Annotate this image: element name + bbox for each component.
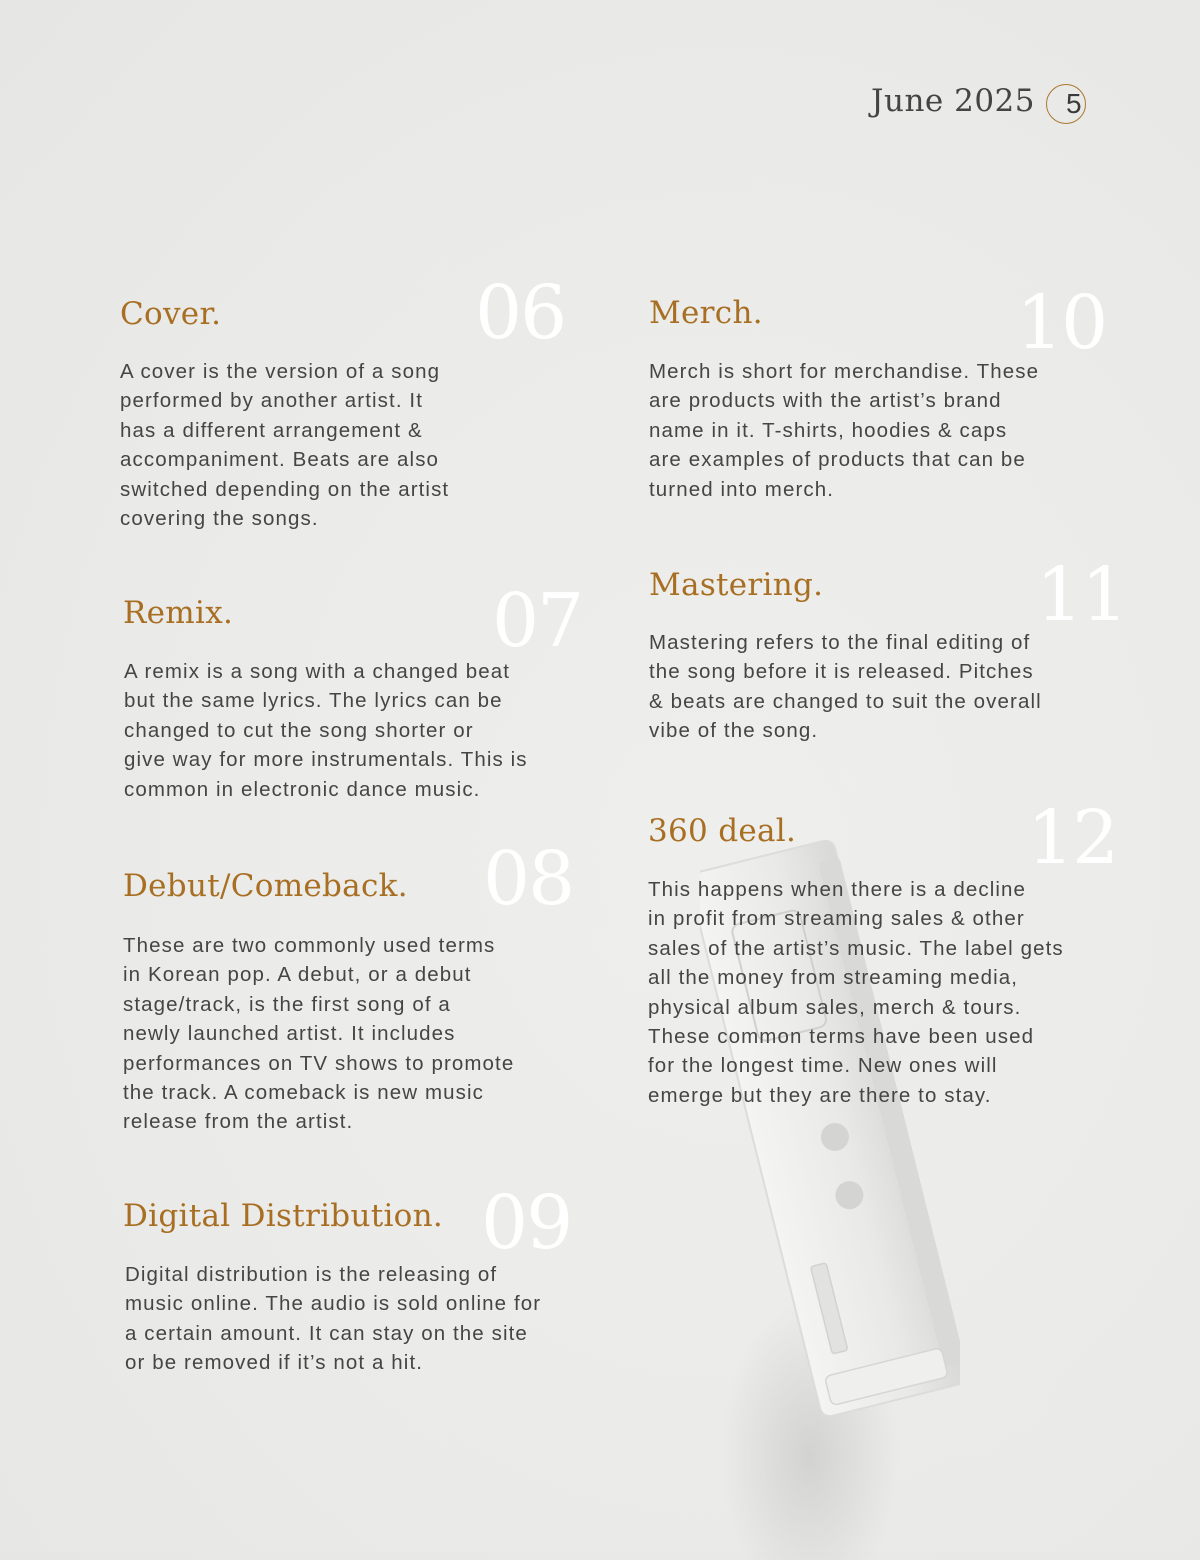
- term-body: Mastering refers to the final editing of the song before it is released. Pitches & beats are changed to suit the overall vibe of the song.: [649, 631, 1042, 743]
- term-title: Mastering.: [649, 567, 824, 603]
- issue-date: June 2025: [871, 83, 1035, 119]
- term-title: Digital Distribution.: [123, 1198, 444, 1234]
- term-title: Debut/Comeback.: [123, 868, 408, 904]
- term-number: 12: [1027, 795, 1118, 881]
- term-number: 07: [492, 578, 583, 664]
- term-body: These are two commonly used terms in Korean pop. A debut, or a debut stage/track, is the first song of a newly launched artist. It includes performances on TV shows to promote the track. A comeback is new music release from the artist.: [123, 934, 515, 1134]
- term-title: Remix.: [123, 595, 234, 631]
- term-number: 08: [483, 836, 574, 922]
- term-body: A cover is the version of a song performed by another artist. It has a different arrangement & accompaniment. Beats are also switched depending on the artist covering the songs.: [120, 360, 450, 531]
- term-title: Merch.: [649, 295, 763, 331]
- term-number: 09: [481, 1180, 572, 1266]
- term-body: This happens when there is a decline in profit from streaming sales & other sales of the artist’s music. The label gets all the money from streaming media, physical album sales, merch & tours. These common terms have been used for the longest time. New ones will emerge but they are there to stay.: [648, 878, 1064, 1107]
- term-title: 360 deal.: [648, 813, 797, 849]
- term-title: Cover.: [120, 296, 222, 332]
- page-number: 5: [1066, 88, 1082, 119]
- term-number: 10: [1016, 280, 1107, 366]
- term-body: Merch is short for merchandise. These are products with the artist’s brand name in it. T-shirts, hoodies & caps are examples of products that can be turned into merch.: [649, 360, 1040, 501]
- term-number: 11: [1036, 552, 1127, 638]
- term-body: A remix is a song with a changed beat but the same lyrics. The lyrics can be changed to cut the song shorter or give way for more instrumentals. This is common in electronic dance music.: [124, 660, 528, 801]
- term-number: 06: [475, 270, 566, 356]
- term-body: Digital distribution is the releasing of music online. The audio is sold online for a certain amount. It can stay on the site or be removed if it’s not a hit.: [125, 1263, 542, 1375]
